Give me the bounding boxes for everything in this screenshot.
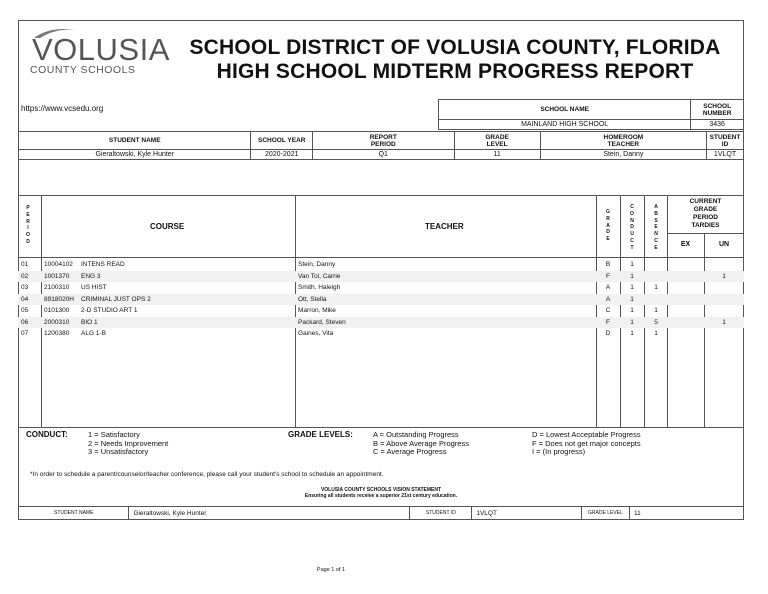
row-teacher: Smith, Haleigh [298, 284, 341, 291]
period-header-letter: E [26, 211, 30, 218]
period-header-letter: R [26, 218, 30, 225]
row-grade: B [605, 261, 611, 268]
course-header-divider [18, 257, 744, 258]
row-course-name: 2-D STUDIO ART 1 [81, 307, 138, 314]
page-number: Page 1 of 1 [316, 567, 346, 573]
period-header-letter: I [27, 225, 29, 232]
tardies-header: CURRENT GRADE PERIOD TARDIES [689, 198, 722, 229]
grade-header-letter: E [606, 236, 610, 243]
row-course-code: 0101300 [44, 307, 70, 314]
grade-level-label: GRADE LEVEL [454, 132, 540, 150]
school-name-label: SCHOOL NAME [439, 100, 691, 120]
absence-header-letter: N [654, 231, 658, 238]
school-number-value: 3436 [691, 120, 744, 130]
row-period: 04 [21, 295, 29, 303]
row-course-name: ALG 1-B [81, 330, 106, 337]
row-tardies-un: 1 [722, 272, 726, 280]
vision-title: VOLUSIA COUNTY SCHOOLS VISION STATEMENT [320, 487, 442, 493]
grade-header-letter: A [606, 222, 610, 229]
row-absence: 5 [654, 318, 658, 326]
absence-header-letter: B [654, 210, 658, 217]
row-absence: 1 [654, 330, 658, 337]
grade-header-letter: R [606, 215, 610, 222]
footer-id-value: 1VLQT [472, 507, 582, 520]
school-name-value: MAINLAND HIGH SCHOOL [439, 120, 691, 130]
school-year-label: SCHOOL YEAR [251, 132, 313, 150]
conduct-header-letter: U [630, 231, 634, 238]
conference-note: *In order to schedule a parent/counselor/teacher conference, please call your student's school to schedule an appointment. [30, 471, 384, 478]
district-url[interactable]: https://www.vcsedu.org [21, 104, 104, 113]
homeroom-teacher-value: Stein, Danny [540, 150, 706, 160]
student-id-value: 1VLQT [707, 150, 744, 160]
grade-header-letter: D [606, 229, 610, 236]
row-course-code: 2000310 [44, 318, 70, 326]
report-title-line2: HIGH SCHOOL MIDTERM PROGRESS REPORT [216, 60, 694, 83]
student-id-label: STUDENT ID [707, 132, 744, 150]
row-grade: C [605, 307, 611, 314]
absence-header-letter: E [654, 244, 658, 251]
absence-header-letter: S [654, 217, 658, 224]
conduct-header [627, 204, 637, 252]
student-name-value: Gieraltowski, Kyle Hunter [19, 150, 251, 160]
conduct-header-letter: C [630, 204, 634, 210]
row-absence: 1 [654, 307, 658, 314]
row-conduct: 1 [630, 318, 634, 326]
row-grade: A [605, 295, 611, 303]
tardies-ex-header: EX [680, 241, 691, 248]
grade-legend-items-1: A = Outstanding Progress B = Above Average Progress C = Average Progress [373, 430, 469, 456]
student-info-table [18, 131, 744, 160]
table-row [18, 271, 744, 282]
absence-header-letter: A [654, 204, 658, 210]
footer-grade-value: 11 [629, 507, 743, 520]
tardies-un-header: UN [718, 241, 730, 248]
logo-text: VOLUSIA [32, 32, 170, 67]
table-row [18, 294, 744, 305]
row-grade: A [605, 284, 611, 291]
row-grade: F [606, 272, 610, 280]
row-grade: F [606, 318, 610, 326]
row-period: 05 [21, 307, 29, 314]
row-grade: D [605, 330, 611, 337]
report-period-value: Q1 [313, 150, 455, 160]
period-header-letter: D [26, 238, 30, 245]
grade-legend-label: GRADE LEVELS: [288, 430, 353, 439]
row-course-code: 8918020H [44, 295, 74, 303]
conduct-header-letter: T [630, 244, 634, 251]
absence-header-letter: C [654, 237, 658, 244]
row-course-code: 1001370 [44, 272, 70, 280]
report-title-line1: SCHOOL DISTRICT OF VOLUSIA COUNTY, FLORIDA [189, 36, 721, 59]
row-period: 07 [21, 330, 29, 337]
grade-legend-items-2: D = Lowest Acceptable Progress F = Does not get major concepts I = (In progress) [532, 430, 641, 456]
row-conduct: 1 [630, 330, 634, 337]
row-absence: 1 [654, 284, 658, 291]
row-conduct: 1 [630, 295, 634, 303]
conduct-legend-items: 1 = Satisfactory 2 = Needs Improvement 3 = Unsatisfactory [88, 430, 169, 456]
row-period: 02 [21, 272, 29, 280]
table-row [18, 282, 744, 293]
row-course-name: US HIST [81, 284, 107, 291]
period-header-letter: O [26, 232, 30, 239]
conduct-legend [26, 430, 68, 439]
row-conduct: 1 [630, 261, 634, 268]
row-course-name: ENG 3 [81, 272, 101, 280]
absence-header [651, 204, 661, 252]
homeroom-teacher-label: HOMEROOM TEACHER [540, 132, 706, 150]
period-header-letter: P [26, 205, 30, 211]
absence-header-letter: E [654, 224, 658, 231]
conduct-header-letter: O [630, 210, 634, 217]
course-header: COURSE [150, 222, 185, 231]
row-teacher: Gaines, Vita [298, 330, 334, 337]
school-info-table [438, 99, 744, 130]
conduct-legend-label: CONDUCT: [26, 430, 68, 439]
footer-name-value: Gieraltowski, Kyle Hunter [129, 507, 410, 520]
period-header [23, 205, 33, 246]
teacher-header: TEACHER [425, 222, 464, 231]
row-course-code: 1200380 [44, 330, 70, 337]
table-row [18, 305, 744, 316]
grade-header [603, 209, 613, 243]
row-course-name: BIO 1 [81, 318, 98, 326]
student-name-label: STUDENT NAME [19, 132, 251, 150]
row-tardies-un: 1 [722, 318, 726, 326]
school-year-value: 2020-2021 [251, 150, 313, 160]
row-teacher: Stein, Danny [298, 261, 336, 268]
row-period: 03 [21, 284, 29, 291]
conduct-header-letter: D [630, 224, 634, 231]
row-course-name: INTENS READ [81, 261, 125, 268]
row-period: 01 [21, 261, 29, 268]
footer-name-label: STUDENT NAME [19, 507, 129, 520]
conduct-header-letter: N [630, 217, 634, 224]
row-conduct: 1 [630, 272, 634, 280]
vision-text: Ensuring all students receive a superior 21st century education. [304, 493, 458, 499]
row-course-name: CRIMINAL JUST OPS 2 [81, 295, 151, 303]
footer-grade-label: GRADE LEVEL [581, 507, 629, 520]
row-period: 06 [21, 318, 29, 326]
school-number-label: SCHOOL NUMBER [691, 100, 744, 120]
logo-subtext: COUNTY SCHOOLS [30, 64, 136, 76]
footer-id-label: STUDENT ID [410, 507, 472, 520]
row-teacher: Packard, Steven [298, 318, 346, 326]
row-course-code: 2100310 [44, 284, 70, 291]
row-teacher: Ott, Stella [298, 295, 327, 303]
table-row [18, 328, 744, 339]
conduct-header-letter: C [630, 237, 634, 244]
row-conduct: 1 [630, 284, 634, 291]
row-teacher: Van Tol, Carrie [298, 272, 341, 280]
table-row [18, 259, 744, 270]
table-row [18, 317, 744, 328]
row-teacher: Marron, Mike [298, 307, 336, 314]
report-period-label: REPORT PERIOD [313, 132, 455, 150]
grade-level-value: 11 [454, 150, 540, 160]
grade-header-letter: G [606, 209, 610, 215]
footer-table [18, 506, 744, 520]
row-course-code: 10004102 [44, 261, 73, 268]
row-conduct: 1 [630, 307, 634, 314]
